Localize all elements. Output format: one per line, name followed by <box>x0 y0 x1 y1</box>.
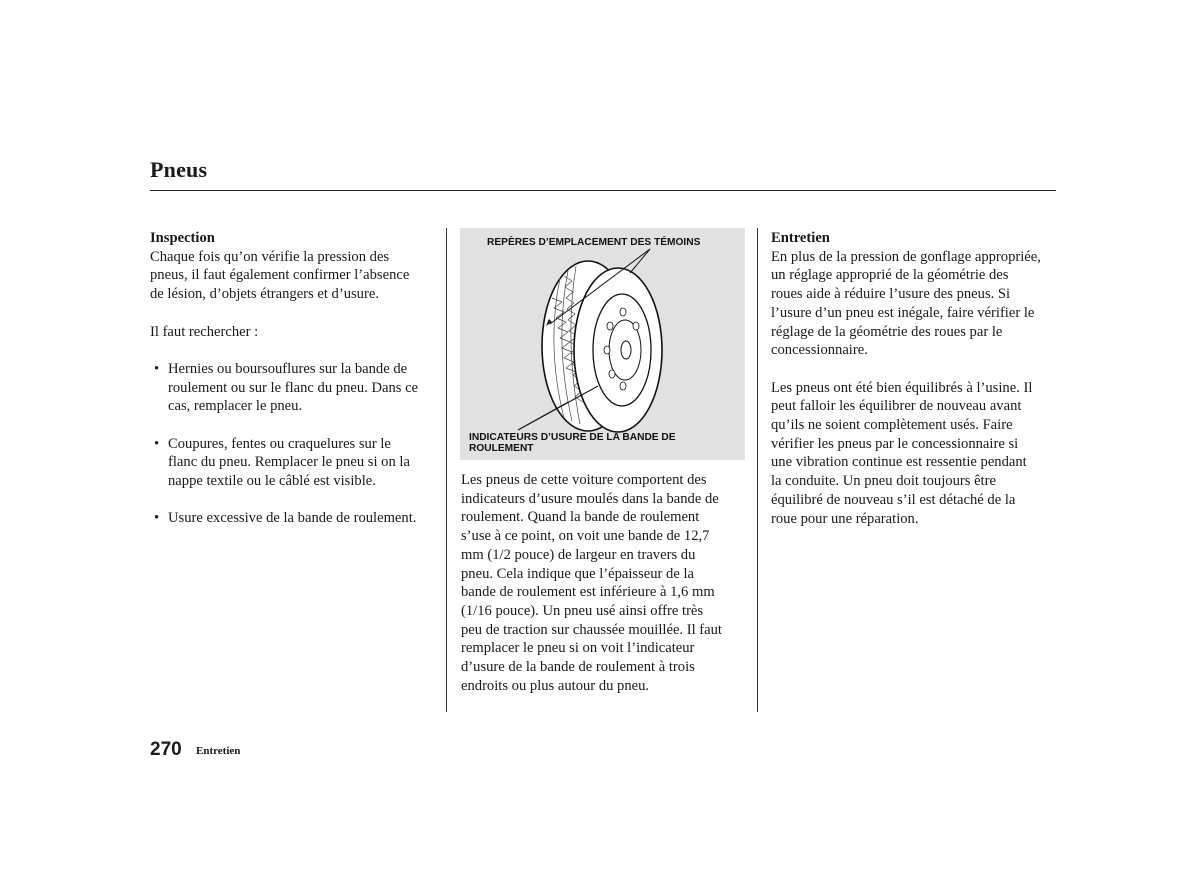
inspection-heading: Inspection <box>150 230 215 246</box>
left-column <box>150 229 440 528</box>
bullet-line: cas, remplacer le pneu. <box>168 398 303 415</box>
pointer-line <box>630 249 650 273</box>
column-divider <box>446 228 447 712</box>
body-line: mm (1/2 pouce) de largeur en travers du <box>461 546 696 563</box>
middle-column <box>461 471 751 695</box>
body-line: roue pour une réparation. <box>771 510 919 527</box>
section-name: Entretien <box>196 745 241 757</box>
body-line: (1/16 pouce). Un pneu usé ainsi offre très <box>461 602 704 619</box>
title-rule <box>150 190 1056 191</box>
bullet-line: Coupures, fentes ou craquelures sur le <box>168 435 391 452</box>
body-line: réglage de la géométrie des roues par le <box>771 323 1003 340</box>
body-line: peut falloir les équilibrer de nouveau avant <box>771 398 1022 415</box>
body-line: concessionnaire. <box>771 342 868 359</box>
wheel-center <box>621 341 631 359</box>
bullet-item <box>150 360 440 416</box>
right-column <box>771 229 1071 528</box>
body-line: endroits ou plus autour du pneu. <box>461 677 650 694</box>
body-line: vérifier les pneus par le concessionnaire si <box>771 435 1019 452</box>
body-line: qu’ils ne soient complètement usés. Faire <box>771 417 1013 434</box>
body-line: équilibré de nouveau s’il est détaché de la <box>771 491 1016 508</box>
body-line: une vibration continue est ressentie pendant <box>771 454 1027 471</box>
page-number: 270 <box>150 739 182 760</box>
body-line: indicateurs d’usure moulés dans la bande de <box>461 490 719 507</box>
body-line: peu de traction sur chaussée mouillée. Il faut <box>461 621 722 638</box>
bullet-dot: • <box>154 360 160 377</box>
body-line: Les pneus de cette voiture comportent des <box>461 472 707 488</box>
bullet-item <box>150 509 440 528</box>
figure-label-top: REPÈRES D’EMPLACEMENT DES TÉMOINS <box>487 237 701 248</box>
body-line: roues aide à réduire l’usure des pneus. Si <box>771 286 1011 303</box>
body-line: En plus de la pression de gonflage appropriée, <box>771 248 1041 265</box>
page-title: Pneus <box>150 157 208 182</box>
body-line: Les pneus ont été bien équilibrés à l’usine. Il <box>771 379 1033 396</box>
body-line: un réglage approprié de la géométrie des <box>771 267 1009 284</box>
bullet-line: nappe textile ou le câblé est visible. <box>168 473 376 490</box>
body-line: remplacer le pneu si on voit l’indicateur <box>461 640 695 657</box>
body-line: roulement. Quand la bande de roulement <box>461 509 700 526</box>
body-line: pneu. Cela indique que l’épaisseur de la <box>461 565 695 582</box>
column-divider <box>757 228 758 712</box>
intro-line: de lésion, d’objets étrangers et d’usure. <box>150 286 379 303</box>
bullet-item <box>150 435 440 491</box>
look-for-text: Il faut rechercher : <box>150 323 259 340</box>
body-line: d’usure de la bande de roulement à trois <box>461 659 695 676</box>
bullet-line: Usure excessive de la bande de roulement. <box>168 510 417 527</box>
entretien-heading: Entretien <box>771 230 830 246</box>
intro-line: pneus, il faut également confirmer l’absence <box>150 267 410 284</box>
body-line: s’use à ce point, on voit une bande de 12,7 <box>461 528 710 545</box>
bullet-line: roulement ou sur le flanc du pneu. Dans ce <box>168 379 419 396</box>
body-line: l’usure d’un pneu est inégale, faire vérifier le <box>771 304 1035 321</box>
figure-label-bottom-line: ROULEMENT <box>469 442 534 454</box>
body-line: la conduite. Un pneu doit toujours être <box>771 473 996 490</box>
tire-illustration <box>460 228 745 460</box>
figure-label-bottom <box>469 433 676 454</box>
bullet-line: Hernies ou boursouflures sur la bande de <box>168 360 408 377</box>
bullet-line: flanc du pneu. Remplacer le pneu si on la <box>168 454 410 471</box>
bullet-dot: • <box>154 435 160 452</box>
tire-drawing <box>460 228 745 460</box>
bullet-dot: • <box>154 510 160 527</box>
intro-line: Chaque fois qu’on vérifie la pression des <box>150 248 390 265</box>
figure-label-bottom-line: INDICATEURS D’USURE DE LA BANDE DE <box>469 432 676 443</box>
body-line: bande de roulement est inférieure à 1,6 mm <box>461 584 715 601</box>
